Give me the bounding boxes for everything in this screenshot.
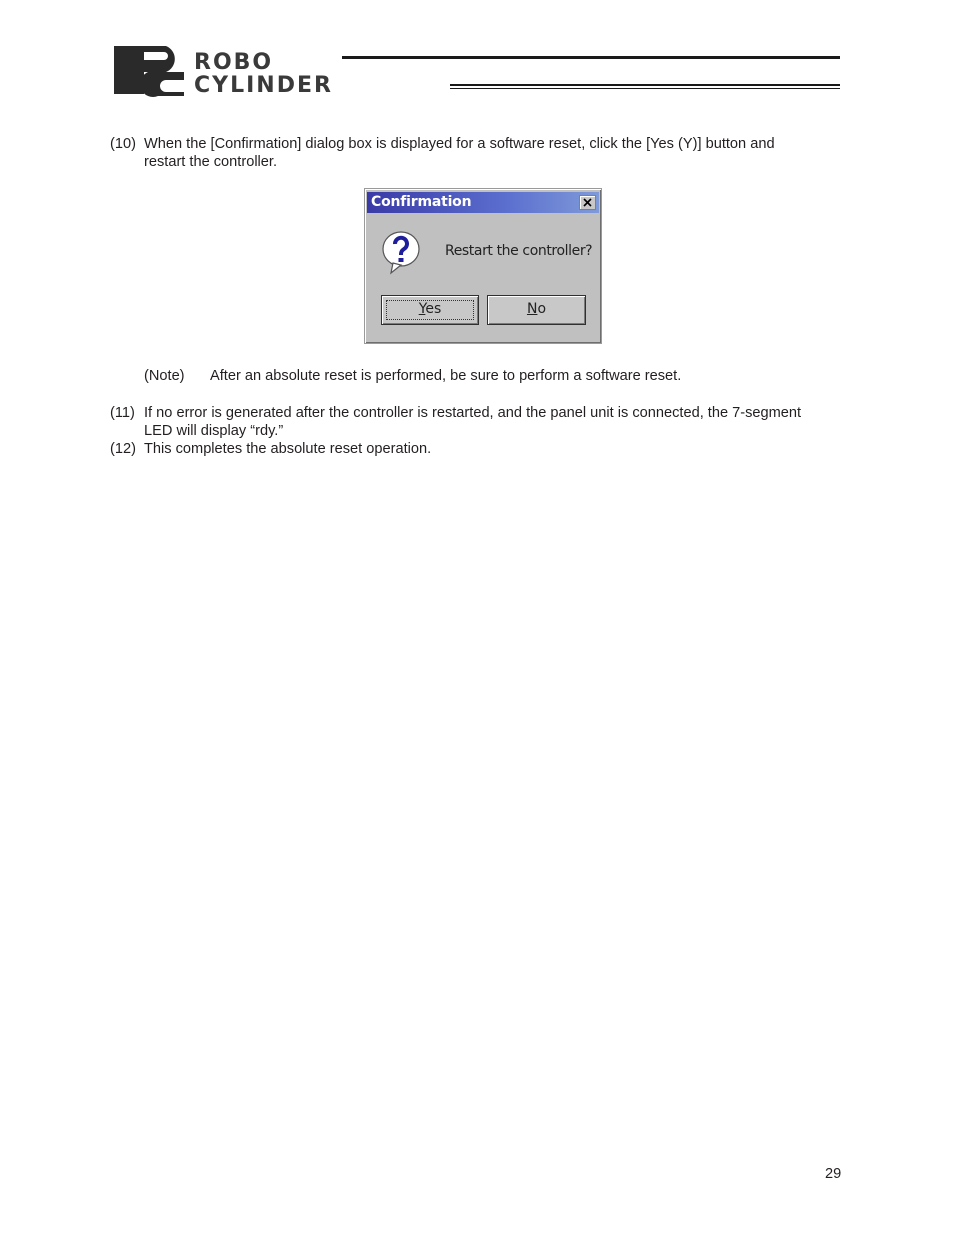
page-header — [0, 0, 954, 110]
question-icon — [379, 229, 423, 275]
step-line: restart the controller. — [144, 154, 278, 170]
step-number: (11) — [110, 405, 135, 421]
no-label-rest: o — [537, 301, 547, 317]
yes-button[interactable] — [381, 295, 479, 325]
logo-line2: CYLINDER — [194, 73, 333, 98]
step-number: (10) — [110, 136, 136, 152]
close-icon — [580, 196, 595, 209]
step-text — [144, 440, 849, 458]
step-line: This completes the absolute reset operation. — [144, 441, 432, 457]
note-label: (Note) — [144, 368, 185, 384]
dialog-message: Restart the controller? — [445, 243, 593, 259]
yes-mnemonic: Y — [418, 301, 426, 317]
step-line: If no error is generated after the controller is restarted, and the panel unit is connected, the 7-segment — [144, 405, 802, 421]
step-number: (12) — [110, 441, 136, 457]
rc-mark-icon — [114, 46, 184, 97]
confirmation-dialog — [364, 188, 602, 344]
robo-cylinder-logo — [108, 44, 448, 98]
focus-rectangle — [386, 300, 474, 320]
header-rule-top — [342, 56, 840, 59]
step-text — [144, 135, 849, 171]
no-mnemonic: N — [526, 301, 538, 317]
page-number: 29 — [825, 1166, 842, 1182]
dialog-titlebar — [367, 192, 599, 213]
step-text — [144, 404, 849, 440]
header-rule-bottom — [450, 84, 840, 86]
step-line: When the [Confirmation] dialog box is displayed for a software reset, click the [Yes (Y)] button and — [144, 136, 775, 152]
note-text: After an absolute reset is performed, be sure to perform a software reset. — [210, 368, 682, 384]
header-rule-bottom-thin — [450, 88, 840, 89]
dialog-title: Confirmation — [371, 194, 472, 210]
step-line: LED will display “rdy.” — [144, 423, 284, 439]
logo-line1: ROBO — [194, 50, 274, 75]
yes-label-rest: es — [425, 301, 442, 317]
no-button[interactable] — [487, 295, 586, 325]
close-button[interactable] — [579, 195, 596, 210]
